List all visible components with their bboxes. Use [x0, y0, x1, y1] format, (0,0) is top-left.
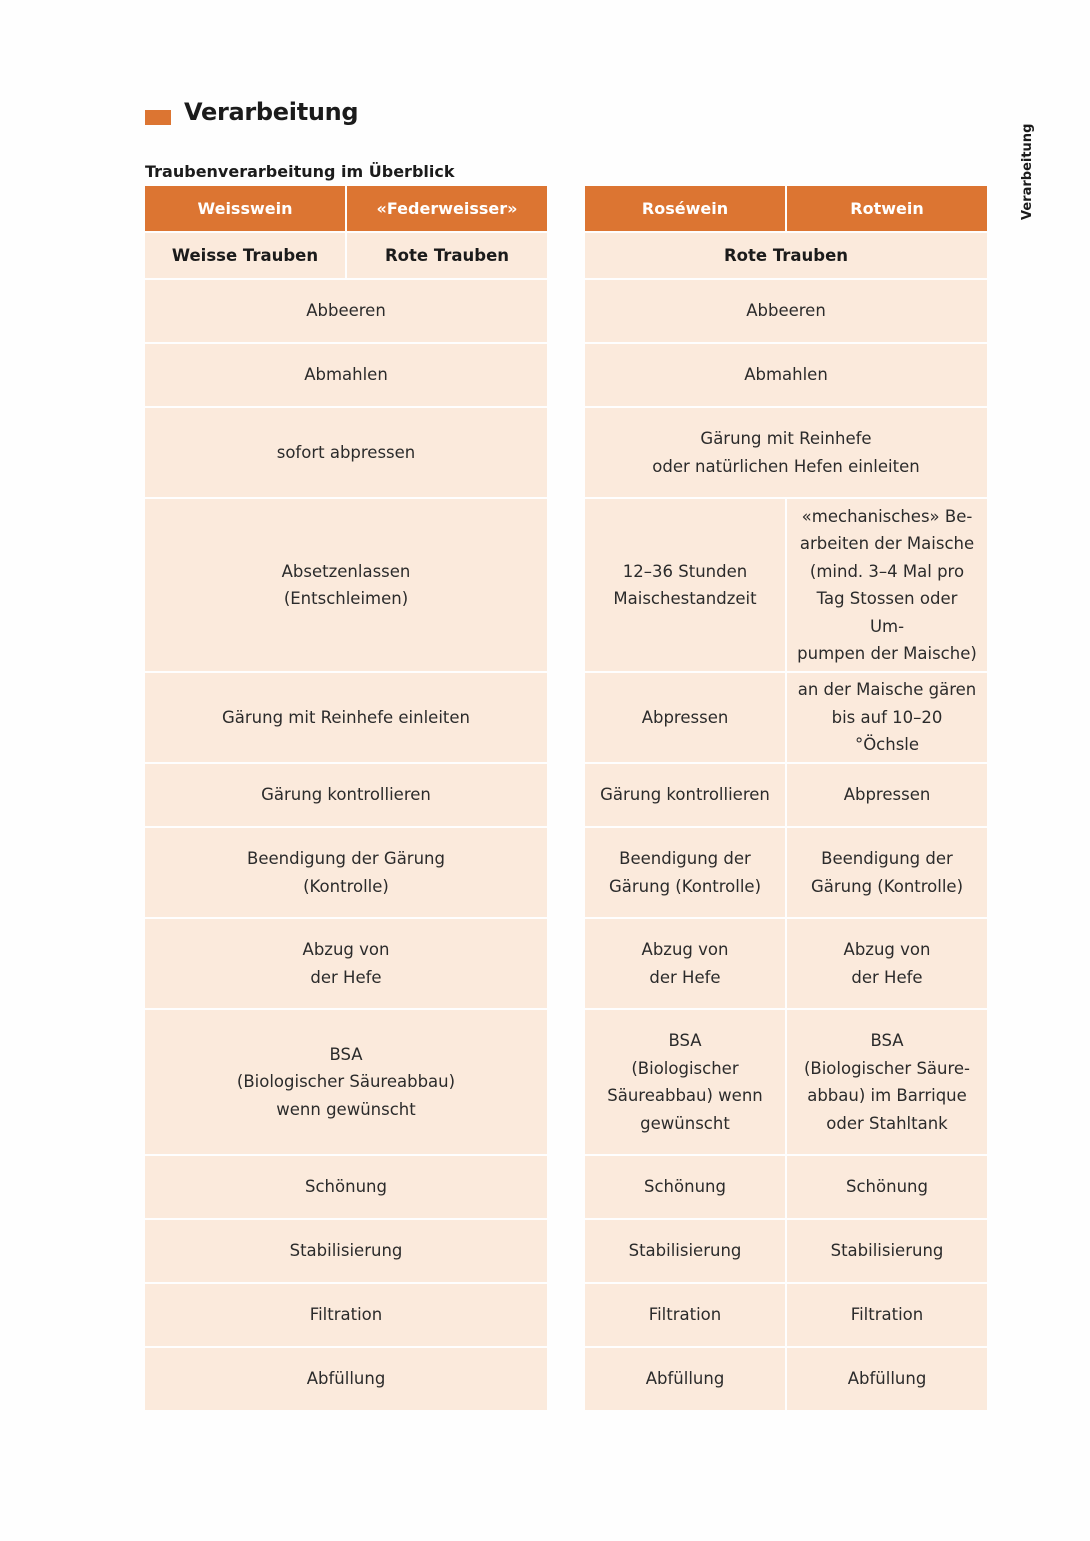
step-left-stabilisierung: Stabilisierung	[145, 1220, 549, 1284]
step-left-abpressen: sofort abpressen	[145, 408, 549, 499]
step-rot-abzug: Abzug von der Hefe	[787, 919, 989, 1010]
step-right-gaerung-einleiten: Gärung mit Reinhefe oder natürlichen Hefen einleiten	[585, 408, 989, 499]
step-rot-abfuellung: Abfüllung	[787, 1348, 989, 1412]
step-rot-maische-bearbeiten: «mechanisches» Be- arbeiten der Maische (mind. 3–4 Mal pro Tag Stossen oder Um- pumpen der Maische)	[787, 499, 989, 673]
step-left-filtration: Filtration	[145, 1284, 549, 1348]
step-left-abbeeren: Abbeeren	[145, 280, 549, 344]
step-rot-maische-gaeren: an der Maische gären bis auf 10–20 °Öchsle	[787, 673, 989, 764]
step-rose-gaerung-kontrolle: Gärung kontrollieren	[585, 764, 787, 828]
step-rot-stabilisierung: Stabilisierung	[787, 1220, 989, 1284]
grape-red-federweisser: Rote Trauben	[347, 233, 549, 280]
header-rosewein: Roséwein	[585, 186, 787, 233]
step-rot-filtration: Filtration	[787, 1284, 989, 1348]
step-rose-abfuellung: Abfüllung	[585, 1348, 787, 1412]
step-rose-beendigung: Beendigung der Gärung (Kontrolle)	[585, 828, 787, 919]
grape-red: Rote Trauben	[585, 233, 989, 280]
side-section-label: Verarbeitung	[1020, 123, 1035, 220]
table-title: Traubenverarbeitung im Überblick	[145, 162, 455, 181]
step-rose-abzug: Abzug von der Hefe	[585, 919, 787, 1010]
step-rot-beendigung: Beendigung der Gärung (Kontrolle)	[787, 828, 989, 919]
step-left-schoenung: Schönung	[145, 1156, 549, 1220]
step-rose-schoenung: Schönung	[585, 1156, 787, 1220]
step-left-gaerung-einleiten: Gärung mit Reinhefe einleiten	[145, 673, 549, 764]
step-left-bsa: BSA (Biologischer Säureabbau) wenn gewünscht	[145, 1010, 549, 1156]
step-rose-filtration: Filtration	[585, 1284, 787, 1348]
step-rose-abpressen: Abpressen	[585, 673, 787, 764]
step-left-beendigung: Beendigung der Gärung (Kontrolle)	[145, 828, 549, 919]
grape-white: Weisse Trauben	[145, 233, 347, 280]
step-rot-schoenung: Schönung	[787, 1156, 989, 1220]
step-rose-maischestandzeit: 12–36 Stunden Maischestandzeit	[585, 499, 787, 673]
header-rotwein: Rotwein	[787, 186, 989, 233]
step-left-abmahlen: Abmahlen	[145, 344, 549, 408]
step-left-absetzen: Absetzenlassen (Entschleimen)	[145, 499, 549, 673]
heading-marker	[145, 110, 171, 125]
header-federweisser: «Federweisser»	[347, 186, 549, 233]
step-rot-bsa: BSA (Biologischer Säure- abbau) im Barrique oder Stahltank	[787, 1010, 989, 1156]
step-rot-abpressen: Abpressen	[787, 764, 989, 828]
step-left-abzug: Abzug von der Hefe	[145, 919, 549, 1010]
step-right-abmahlen: Abmahlen	[585, 344, 989, 408]
step-right-abbeeren: Abbeeren	[585, 280, 989, 344]
page-title: Verarbeitung	[184, 98, 359, 126]
step-left-abfuellung: Abfüllung	[145, 1348, 549, 1412]
step-rose-bsa: BSA (Biologischer Säureabbau) wenn gewünscht	[585, 1010, 787, 1156]
header-weisswein: Weisswein	[145, 186, 347, 233]
step-left-gaerung-kontrolle: Gärung kontrollieren	[145, 764, 549, 828]
processing-table	[145, 186, 993, 1412]
step-rose-stabilisierung: Stabilisierung	[585, 1220, 787, 1284]
